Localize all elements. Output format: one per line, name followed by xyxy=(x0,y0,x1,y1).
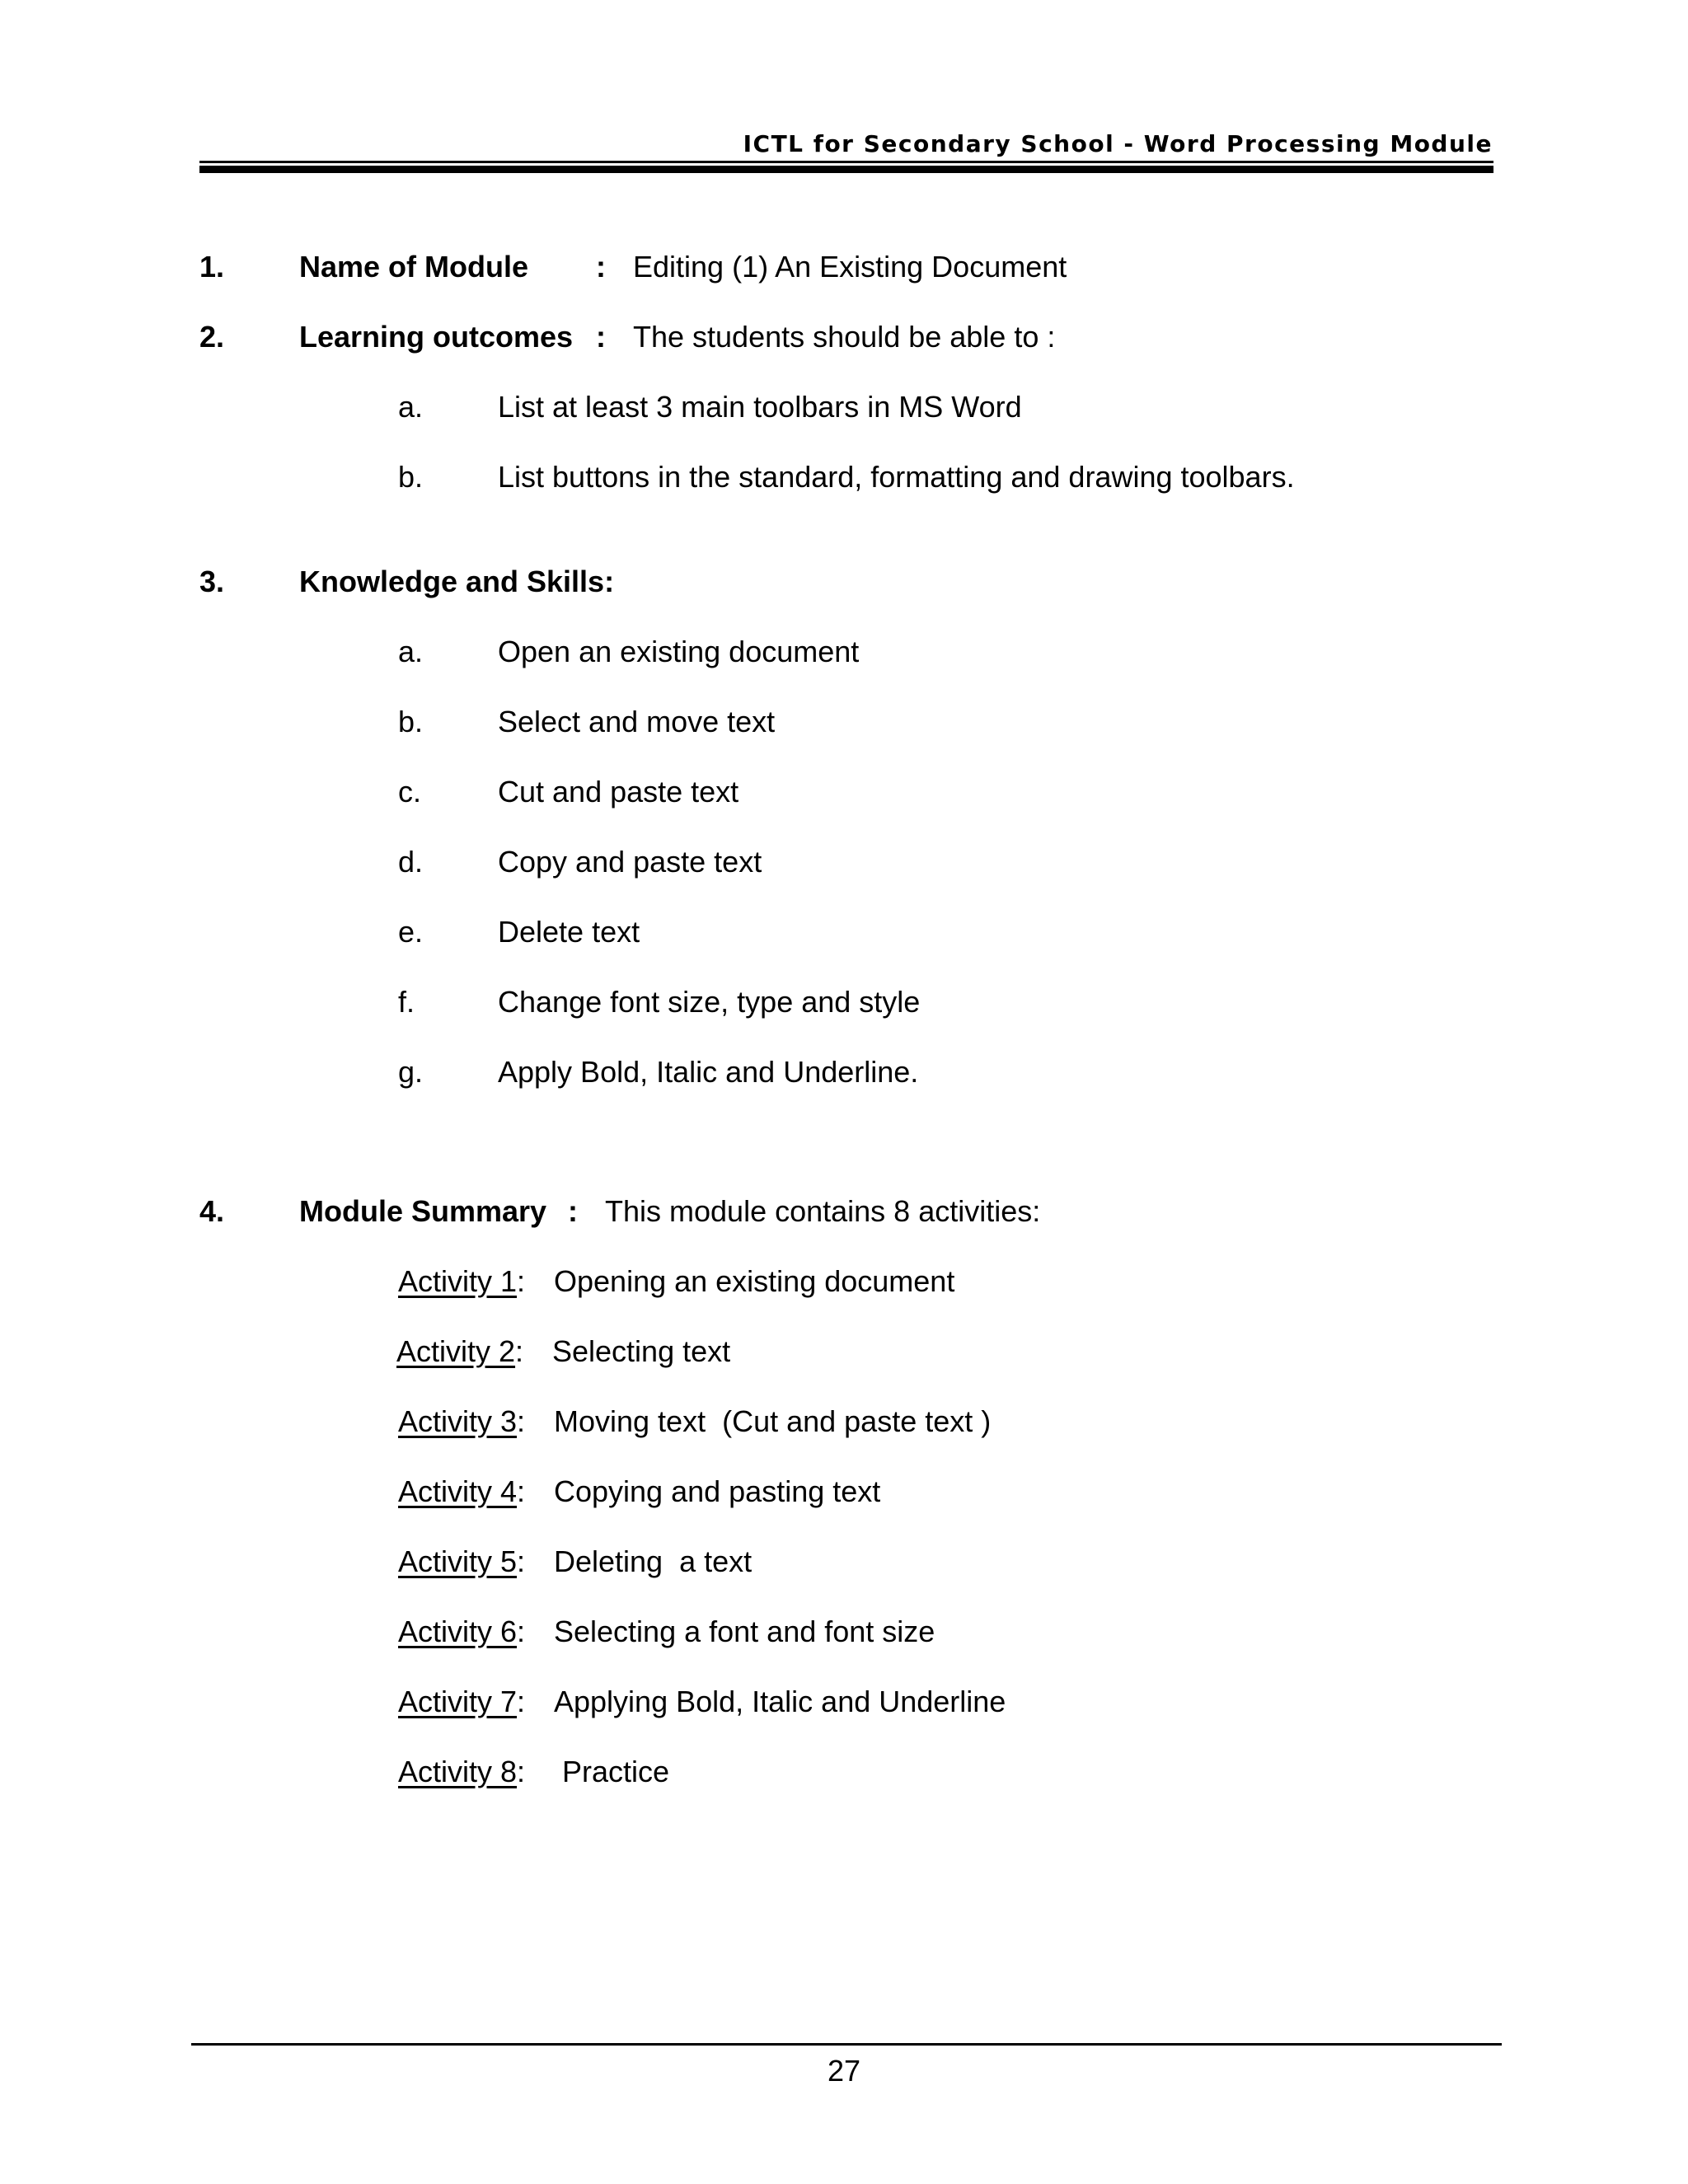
header-rule-thick xyxy=(199,166,1493,173)
activity-item xyxy=(396,1333,523,1370)
activity-separator: : xyxy=(517,1264,526,1298)
activity-text: Selecting text xyxy=(552,1334,731,1368)
section-3-label: Knowledge and Skills: xyxy=(299,565,615,598)
section-4-number: 4. xyxy=(199,1194,225,1228)
activity-label: Activity 4 xyxy=(398,1474,518,1508)
activity-label: Activity 8 xyxy=(398,1755,518,1788)
outcome-text: List buttons in the standard, formatting and drawing toolbars. xyxy=(498,460,1295,494)
activity-item xyxy=(398,1614,525,1650)
activity-separator: : xyxy=(517,1544,526,1578)
activity-text: Applying Bold, Italic and Underline xyxy=(554,1685,1006,1718)
skill-letter: d. xyxy=(398,845,424,879)
activity-separator: : xyxy=(517,1474,526,1508)
activity-label: Activity 5 xyxy=(398,1544,518,1578)
activity-label: Activity 3 xyxy=(398,1404,518,1438)
section-2-colon: : xyxy=(596,320,606,354)
skill-text: Apply Bold, Italic and Underline. xyxy=(498,1055,919,1089)
skill-letter: a. xyxy=(398,635,424,668)
activity-item xyxy=(398,1404,525,1440)
activity-separator: : xyxy=(517,1404,526,1438)
skill-text: Change font size, type and style xyxy=(498,985,921,1019)
section-1-value: Editing (1) An Existing Document xyxy=(633,250,1067,284)
header-rule-thin xyxy=(199,161,1493,163)
activity-item xyxy=(398,1544,525,1580)
running-header-title: ICTL for Secondary School - Word Processing Module xyxy=(743,130,1493,157)
activity-label: Activity 2 xyxy=(396,1334,516,1368)
outcome-letter: b. xyxy=(398,460,424,494)
activity-separator: : xyxy=(515,1334,524,1368)
activity-text: Moving text (Cut and paste text ) xyxy=(554,1404,992,1438)
skill-letter: g. xyxy=(398,1055,424,1089)
skill-letter: c. xyxy=(398,775,422,808)
skill-text: Open an existing document xyxy=(498,635,860,668)
section-2-number: 2. xyxy=(199,320,225,354)
activity-text: Selecting a font and font size xyxy=(554,1615,935,1648)
activity-item xyxy=(398,1684,525,1720)
activity-text: Copying and pasting text xyxy=(554,1474,881,1508)
skill-text: Delete text xyxy=(498,915,640,949)
section-4-value: This module contains 8 activities: xyxy=(605,1194,1041,1228)
section-3-number: 3. xyxy=(199,565,225,598)
activity-label: Activity 7 xyxy=(398,1685,518,1718)
activity-label: Activity 6 xyxy=(398,1615,518,1648)
activity-separator: : xyxy=(517,1615,526,1648)
activity-separator: : xyxy=(517,1685,526,1718)
section-2-value: The students should be able to : xyxy=(633,320,1056,354)
section-4-colon: : xyxy=(568,1194,578,1228)
skill-text: Cut and paste text xyxy=(498,775,739,808)
activity-item xyxy=(398,1474,525,1510)
activity-text: Practice xyxy=(562,1755,670,1788)
outcome-text: List at least 3 main toolbars in MS Word xyxy=(498,390,1022,424)
outcome-letter: a. xyxy=(398,390,424,424)
page-number: 27 xyxy=(827,2054,861,2088)
section-2-label: Learning outcomes xyxy=(299,320,574,354)
activity-text: Opening an existing document xyxy=(554,1264,955,1298)
skill-letter: b. xyxy=(398,705,424,738)
activity-label: Activity 1 xyxy=(398,1264,518,1298)
activity-item xyxy=(398,1263,525,1300)
section-1-number: 1. xyxy=(199,250,225,284)
section-1-label: Name of Module xyxy=(299,250,529,284)
footer-rule xyxy=(191,2043,1502,2046)
skill-letter: e. xyxy=(398,915,424,949)
activity-text: Deleting a text xyxy=(554,1544,753,1578)
section-4-label: Module Summary xyxy=(299,1194,547,1228)
section-1-colon: : xyxy=(596,250,606,284)
skill-text: Select and move text xyxy=(498,705,776,738)
skill-letter: f. xyxy=(398,985,415,1019)
activity-item xyxy=(398,1754,525,1790)
activity-separator: : xyxy=(517,1755,526,1788)
skill-text: Copy and paste text xyxy=(498,845,762,879)
